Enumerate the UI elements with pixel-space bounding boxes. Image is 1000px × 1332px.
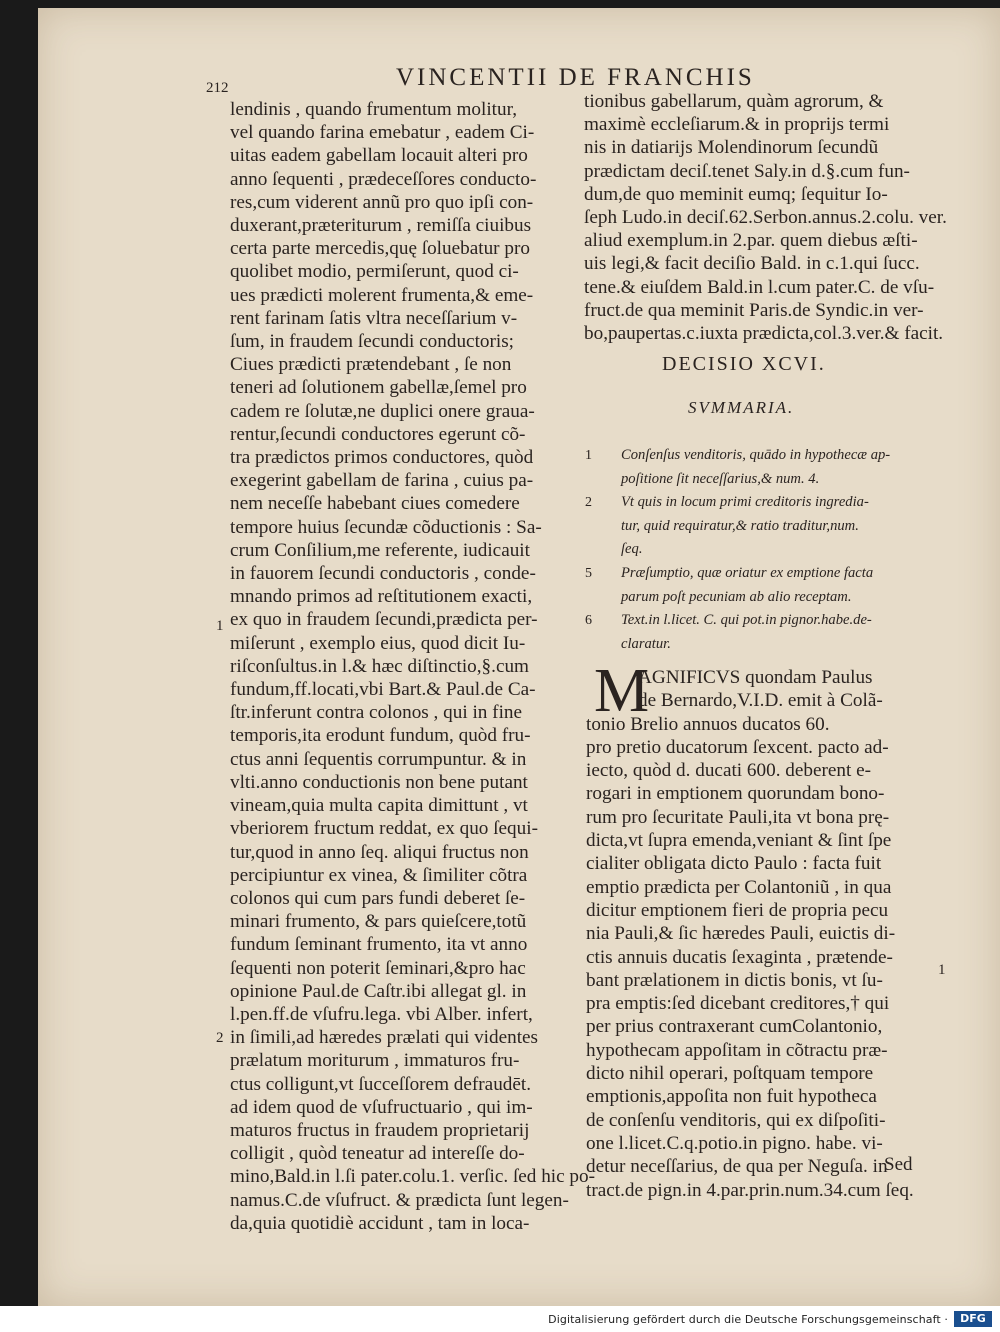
text-line: dicta,vt ſupra emenda,veniant & ſint ſpe [586,830,892,852]
summaria-number: 1 [585,448,592,463]
text-line: namus.C.de vſufruct. & prædicta ſunt legen- [230,1189,569,1211]
text-line: maturos fructus in fraudem proprietarij [230,1119,530,1141]
text-line: cadem re ſolutæ,ne duplici onere graua- [230,400,535,422]
text-line: ſum, in fraudem ſecundi conductoris; [230,331,515,353]
text-line: pra emptis:ſed dicebant creditores,† qui [586,993,890,1015]
text-line: anno ſequenti , prædeceſſores conducto- [230,168,537,190]
text-line: emptio prædicta per Colantoniũ , in qua [586,876,892,898]
text-line: de conſenſu venditoris, qui ex diſpoſiti- [586,1109,886,1131]
text-line: prælatum moriturum , immaturos fru- [230,1050,520,1072]
text-line: percipiuntur ex vinea, & ſimiliter cõtra [230,864,528,886]
text-line: dicitur emptionem fieri de propria pecu [586,899,889,921]
text-line: fruct.de qua meminit Paris.de Syndic.in ver- [584,299,924,321]
text-line: hypothecam appoſitam in cõtractu præ- [586,1039,888,1061]
text-line: temporis,ita erodunt fundum, quòd fru- [230,725,531,747]
summaria-line: claratur. [621,635,671,652]
left-column [230,98,596,1235]
summaria-list [585,444,925,656]
text-line: da,quia quotidiè accidunt , tam in loca- [230,1212,530,1234]
text-line: colonos qui cum pars fundi deberet ſe- [230,887,526,909]
summaria-item [585,609,925,656]
text-line: rentur,ſecundi conductores egerunt cõ- [230,423,526,445]
text-line: fundum ſeminant frumento, ita vt anno [230,934,528,956]
text-line: ctis annuis ducatis ſexaginta , prætende- [586,946,893,968]
text-line: miſerunt , exemplo eius, quod dicit Iu- [230,632,526,654]
text-line: vlti.anno conductionis non bene putant [230,771,528,793]
text-line: quolibet modio, permiſerunt, quod ci- [230,261,519,283]
text-line: res,cum viderent annũ pro quo ipſi con- [230,191,534,213]
text-line: ctus colligunt,vt ſucceſſorem defraudēt. [230,1073,532,1095]
text-line: rent farinam ſatis vltra neceſſarium v- [230,307,518,329]
text-line: tempore huius ſecundæ cõductionis : Sa- [230,516,542,538]
text-line: tonio Brelio annuos ducatos 60. [586,713,830,735]
text-line: mino,Bald.in l.ſi pater.colu.1. verſic. ſed hic po- [230,1166,596,1188]
summaria-title: SVMMARIA. [688,398,795,417]
text-line: mnando primos ad reſtitutionem exacti, [230,586,533,608]
right-column-top [584,90,947,345]
summaria-line: ſeq. [621,541,643,558]
summaria-item [585,562,925,609]
text-line: iecto, quòd d. ducati 600. deberent e- [586,760,872,782]
text-line: pro pretio ducatorum ſexcent. pacto ad- [586,736,889,758]
footer-credit: Digitalisierung gefördert durch die Deutsche Forschungsgemeinschaft · [548,1313,948,1326]
summaria-line: parum poſt pecuniam ab alio receptam. [621,588,852,605]
text-line: emptionis,appoſita non fuit hypotheca [586,1086,877,1108]
text-line: de Bernardo,V.I.D. emit à Colã- [638,690,883,712]
text-line: in fauorem ſecundi conductoris , conde- [230,563,536,585]
text-line: nia Pauli,& ſic hæredes Pauli, euictis di- [586,923,896,945]
text-line: vberiorem fructum reddat, ex quo ſequi- [230,818,538,840]
text-line: tionibus gabellarum, quàm agrorum, & [584,91,884,112]
text-line: tene.& eiuſdem Bald.in l.cum pater.C. de vſu- [584,276,935,298]
summaria-number: 5 [585,565,592,581]
text-line: lendinis , quando frumentum molitur, [230,99,518,120]
text-line: l.pen.ff.de vſufru.lega. vbi Alber. infert, [230,1003,533,1025]
text-line: teneri ad ſolutionem gabellæ,ſemel pro [230,377,527,399]
text-line: bant prælationem in dictis bonis, vt ſu- [586,969,883,991]
text-line: riſconſultus.in l.& hæc diſtinctio,§.cum [230,655,529,677]
text-line: duxerant,præteriturum , remiſſa ciuibus [230,215,532,237]
text-line: nem neceſſe habebant ciues comedere [230,493,520,515]
text-line: Ciues prædicti prætendebant , ſe non [230,354,512,376]
text-line: tract.de pign.in 4.par.prin.num.34.cum ſeq. [586,1179,914,1201]
text-line: ues prædicti molerent frumenta,& eme- [230,284,534,306]
drop-cap: M [594,657,650,725]
summaria-line: Præſumptio, quæ oriatur ex emptione facta [621,564,874,581]
text-line: dicto nihil operari, poſtquam tempore [586,1063,874,1085]
text-line: exegerint gabellam de farina , cuius pa- [230,470,534,492]
text-line: rum pro ſecuritate Pauli,ita vt bona prę- [586,806,890,828]
text-line: detur neceſſarius, de qua per Neguſa. in [586,1156,888,1178]
summaria-item [585,491,925,562]
text-line: ctus anni ſequentis corrumpuntur. & in [230,748,527,770]
text-line: nis in datiarijs Molendinorum ſecundũ [584,137,879,159]
text-line: uitas eadem gabellam locauit alteri pro [230,145,528,167]
summaria-line: Text.in l.licet. C. qui pot.in pignor.habe.de- [621,612,872,629]
text-line: AGNIFICVS quondam Paulus [638,667,873,688]
summaria-item [585,444,925,491]
text-line: prædictam deciſ.tenet Saly.in d.§.cum fun- [584,160,910,182]
running-head: VINCENTII DE FRANCHIS [396,64,755,91]
summaria-line: Vt quis in locum primi creditoris ingredia- [621,494,869,511]
summaria-line: Conſenſus venditoris, quādo in hypothecæ ap- [621,447,891,463]
dfg-logo: DFG [954,1311,992,1327]
decisio-title: DECISIO XCVI. [662,353,826,375]
text-line: dum,de quo meminit eumq; ſequitur Io- [584,183,888,205]
margin-number-right-1: 1 [938,962,946,978]
page-number: 212 [206,80,229,96]
text-line: cialiter obligata dicto Paulo : facta fuit [586,853,882,875]
text-line: bo,paupertas.c.iuxta prædicta,col.3.ver.& facit. [584,323,944,345]
summaria-number: 6 [585,613,592,629]
text-line: in ſimili,ad hæredes prælati qui videntes [230,1027,539,1049]
summaria-number: 2 [585,495,592,511]
text-line: vel quando farina emebatur , eadem Ci- [230,122,535,144]
text-line: ſeph Ludo.in deciſ.62.Serbon.annus.2.colu. ver. [584,207,947,229]
text-line: maximè eccleſiarum.& in proprijs termi [584,114,890,136]
text-line: one l.licet.C.q.potio.in pigno. habe. vi- [586,1132,883,1154]
right-column-body [586,666,914,1202]
text-line: per prius contraxerant cumColantonio, [586,1016,883,1038]
footer-bar [0,1306,1000,1332]
text-line: crum Conſilium,me referente, iudicauit [230,539,530,561]
text-line: ex quo in fraudem ſecundi,prædicta per- [230,609,538,631]
text-line: uis legi,& facit deciſio Bald. in c.1.qui ſucc. [584,253,920,275]
text-line: ad idem quod de vſufructuario , qui im- [230,1096,533,1118]
text-line: certa parte mercedis,quę ſoluebatur pro [230,238,530,260]
text-line: rogari in emptionem quorundam bono- [586,783,885,805]
text-line: ſtr.inferunt contra colonos , qui in fine [230,702,523,724]
text-line: fundum,ff.locati,vbi Bart.& Paul.de Ca- [230,679,536,701]
margin-number-left-1: 1 [216,618,224,634]
text-line: colligit , quòd teneatur ad intereſſe do- [230,1143,525,1165]
text-line: tra prædictos primos conductores, quòd [230,447,534,469]
catchword: Sed [884,1154,913,1175]
text-line: minari frumento, & pars quieſcere,totũ [230,911,527,933]
text-line: opinione Paul.de Caſtr.ibi allegat gl. in [230,980,527,1002]
text-line: ſequenti non poterit ſeminari,&pro hac [230,957,526,979]
text-line: aliud exemplum.in 2.par. quem diebus æſti- [584,230,918,252]
text-line: tur,quod in anno ſeq. aliqui fructus non [230,841,529,863]
margin-number-left-2: 2 [216,1030,224,1046]
summaria-line: poſitione ſit neceſſarius,& num. 4. [621,470,820,487]
summaria-line: tur, quid requiratur,& ratio traditur,num. [621,517,859,534]
text-line: vineam,quia multa capita dimittunt , vt [230,795,528,817]
